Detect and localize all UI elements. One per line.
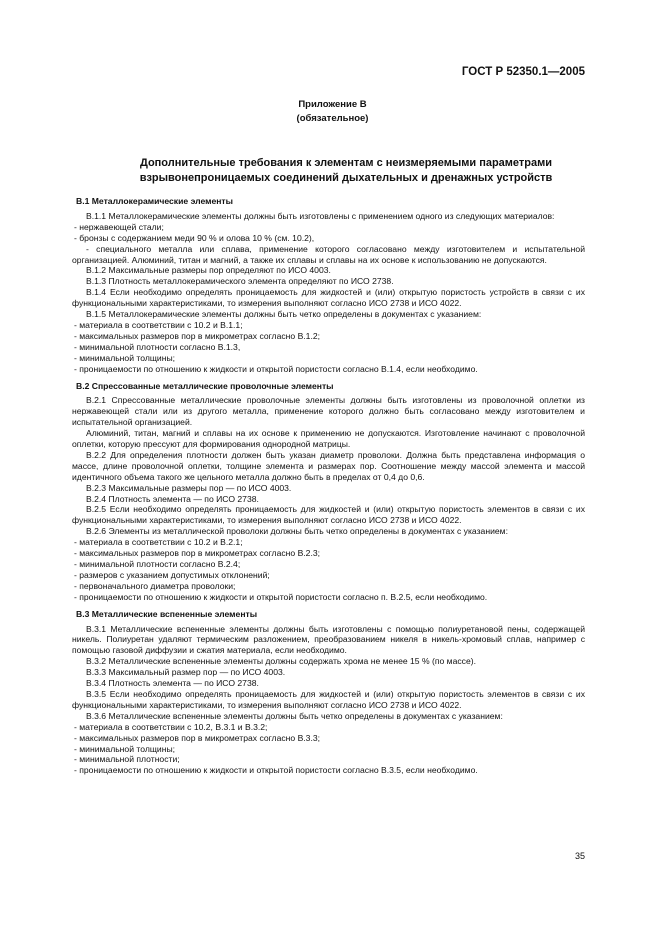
- list-item: - максимальных размеров пор в микрометрах согласно В.3.3;: [74, 732, 321, 743]
- paragraph: В.3.2 Металлические вспененные элементы должны содержать хрома не менее 15 % (по массе).: [86, 656, 476, 667]
- paragraph: В.2.4 Плотность элемента — по ИСО 2738.: [86, 493, 259, 504]
- appendix-heading: [0, 98, 661, 126]
- list-item: - бронзы с содержанием меди 90 % и олова 10 % (см. 10.2),: [74, 232, 315, 243]
- page-number: 35: [574, 851, 585, 861]
- paragraph: В.3.6 Металлические вспененные элементы должны быть четко определены в документах с указанием:: [86, 710, 503, 721]
- paragraph: В.2.3 Максимальные размеры пор — по ИСО 4003.: [86, 482, 292, 493]
- paragraph: - специального металла или сплава, применение которого согласовано между изготовителем и испытательной организацией. Алюминий, титан и магний, а также их сплавы и сплавы на их основе к использованию не допускаются.: [72, 243, 585, 265]
- section-heading: В.3 Металлические вспененные элементы: [76, 608, 258, 619]
- appendix-status: (обязательное): [296, 113, 369, 124]
- paragraph: В.2.2 Для определения плотности должен быть указан диаметр проволоки. Должна быть представлена информация о массе, длине проволочной оплетки, толщине элемента и размерах пор. Соотношение между массой элемента и массой идентичного объема такого же цельного металла должно быть в пределах от 0,4 до 0,6.: [72, 449, 585, 482]
- list-item: - материала в соответствии с 10.2 и В.2.1;: [74, 537, 243, 548]
- list-item: - проницаемости по отношению к жидкости и открытой пористости согласно В.3.5, если необходимо.: [74, 765, 478, 776]
- paragraph: В.1.1 Металлокерамические элементы должны быть изготовлены с применением одного из следующих материалов:: [86, 210, 555, 221]
- paragraph: В.2.5 Если необходимо определять проницаемость для жидкостей и (или) открытую пористость элементов в связи с их функциональными характеристиками, то измерения выполняют согласно ИСО 2738 и ИСО 4022.: [72, 504, 585, 526]
- list-item: - минимальной плотности согласно В.2.4;: [74, 559, 241, 569]
- paragraph: В.1.2 Максимальные размеры пор определяют по ИСО 4003.: [86, 265, 331, 276]
- paragraph: В.3.3 Максимальный размер пор — по ИСО 4003.: [86, 667, 286, 678]
- document-body: [72, 196, 585, 776]
- list-item: - минимальной толщины;: [74, 352, 176, 363]
- list-item: - максимальных размеров пор в микрометрах согласно В.1.2;: [74, 330, 321, 341]
- list-item: - минимальной толщины;: [74, 743, 176, 754]
- paragraph: В.2.1 Спрессованные металлические проволочные элементы должны быть изготовлены из проволочной оплетки из нержавеющей стали или из другого металла, применение которого должно быть согласовано между изготовителем и испытательной организацией.: [72, 395, 585, 428]
- appendix-title: Приложение В: [298, 99, 367, 110]
- paragraph: В.2.6 Элементы из металлической проволоки должны быть четко определены в документах с указанием:: [86, 526, 508, 537]
- paragraph: В.3.4 Плотность элемента — по ИСО 2738.: [86, 678, 259, 689]
- section-heading: В.1 Металлокерамические элементы: [76, 196, 233, 206]
- list-item: - проницаемости по отношению к жидкости и открытой пористости согласно п. В.2.5, если необходимо.: [74, 591, 488, 602]
- main-title-line-2: взрывонепроницаемых соединений дыхательных и дренажных устройств: [139, 172, 553, 184]
- list-item: - первоначального диаметра проволоки;: [74, 580, 236, 591]
- list-item: - проницаемости по отношению к жидкости и открытой пористости согласно В.1.4, если необходимо.: [74, 363, 478, 374]
- paragraph: В.3.1 Металлические вспененные элементы должны быть изготовлены с помощью полиуретановой пены, содержащей никель. Полиуретан удаляют термическим разложением, преобразованием никеля в никель-хромовый сплав, например с помощью газовой диффузии и сжатия материала, если необходимо.: [72, 623, 585, 656]
- list-item: - минимальной плотности согласно В.1.3,: [74, 341, 241, 352]
- list-item: - материала в соответствии с 10.2, В.3.1 и В.3.2;: [74, 721, 268, 732]
- main-title: [86, 156, 606, 186]
- paragraph: В.1.3 Плотность металлокерамического элемента определяют по ИСО 2738.: [86, 276, 394, 287]
- paragraph: В.3.5 Если необходимо определять проницаемость для жидкостей и (или) открытую пористость элементов в связи с их функциональными характеристиками, то измерения выполняют согласно ИСО 2738 и ИСО 4022.: [72, 688, 585, 710]
- list-item: - максимальных размеров пор в микрометрах согласно В.2.3;: [74, 548, 321, 559]
- paragraph: Алюминий, титан, магний и сплавы на их основе к применению не допускаются. Изготовление начинают с проволочной оплетки, которую прессуют для формирования однородной матрицы.: [72, 428, 585, 450]
- main-title-line-1: Дополнительные требования к элементам с неизмеряемыми параметрами: [139, 157, 553, 169]
- list-item: - минимальной плотности;: [74, 754, 180, 765]
- paragraph: В.1.4 Если необходимо определять проницаемость для жидкостей и (или) открытую пористость устройств в связи с их функциональными характеристиками, то измерения выполняют согласно ИСО 2738 и ИСО 4022.: [72, 287, 585, 309]
- section-heading: В.2 Спрессованные металлические проволочные элементы: [76, 380, 334, 391]
- document-code: ГОСТ Р 52350.1—2005: [461, 66, 585, 78]
- paragraph: В.1.5 Металлокерамические элементы должны быть четко определены в документах с указанием:: [86, 309, 482, 320]
- list-item: - нержавеющей стали;: [74, 221, 164, 232]
- list-item: - размеров с указанием допустимых отклонений;: [74, 569, 270, 580]
- list-item: - материала в соответствии с 10.2 и В.1.1;: [74, 319, 243, 330]
